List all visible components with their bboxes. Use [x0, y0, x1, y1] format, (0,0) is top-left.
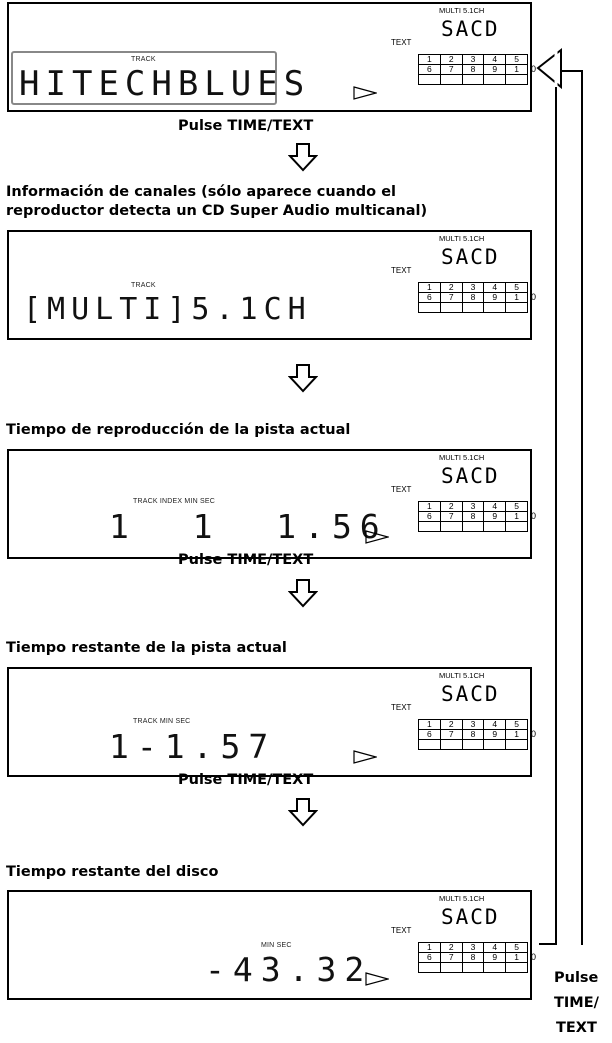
grid-trailing-digit: 0 — [531, 729, 537, 739]
play-icon — [353, 750, 377, 764]
text-indicator: TEXT — [391, 38, 412, 47]
step-heading-disc-remaining: Tiempo restante del disco — [6, 864, 219, 880]
step-heading-track-elapsed: Tiempo de reproducción de la pista actual — [6, 422, 351, 438]
lcd-display-track-name — [7, 2, 537, 112]
sacd-indicator: SACD — [441, 905, 500, 929]
grid-trailing-digit: 0 — [531, 292, 537, 302]
play-icon — [365, 530, 389, 544]
grid-trailing-digit: 0 — [531, 511, 537, 521]
grid-trailing-digit: 0 — [531, 952, 537, 962]
lcd-display-track-remaining — [7, 667, 537, 777]
track-number-grid: 1 2 3 4 5 6 7 8 9 1 — [418, 54, 528, 85]
down-arrow-icon — [288, 363, 318, 393]
pulse-time-text-label: Pulse TIME/TEXT — [178, 118, 314, 134]
text-indicator: TEXT — [391, 926, 412, 935]
remaining-track-time-text: 1-1.57 — [109, 727, 277, 766]
loop-pulse-label-line1: Pulse — [554, 970, 599, 986]
sacd-indicator: SACD — [441, 464, 500, 488]
track-number-grid: 1 2 3 4 5 6 7 8 9 1 — [418, 282, 528, 313]
elapsed-time-text: 1 1 1.56 — [109, 507, 388, 546]
lcd-display-track-elapsed — [7, 449, 537, 559]
lcd-display-channel-info — [7, 230, 537, 340]
time-indicators: MIN SEC — [261, 942, 292, 949]
loop-pulse-label-line3: TEXT — [556, 1020, 597, 1036]
down-arrow-icon — [288, 578, 318, 608]
pulse-time-text-label: Pulse TIME/TEXT — [178, 552, 314, 568]
step-heading-track-remaining: Tiempo restante de la pista actual — [6, 640, 287, 656]
step-heading-channel-info-line2: reproductor detecta un CD Super Audio multicanal) — [6, 203, 428, 219]
grid-trailing-digit: 0 — [531, 64, 537, 74]
step-heading-channel-info-line1: Información de canales (sólo aparece cuando el — [6, 184, 396, 200]
multi-channel-indicator: MULTI 5.1CH — [439, 671, 485, 680]
down-arrow-icon — [288, 142, 318, 172]
sacd-indicator: SACD — [441, 245, 500, 269]
track-number-grid: 1 2 3 4 5 6 7 8 9 1 — [418, 942, 528, 973]
play-icon — [353, 86, 377, 100]
multi-channel-indicator: MULTI 5.1CH — [439, 453, 485, 462]
text-indicator: TEXT — [391, 703, 412, 712]
sacd-indicator: SACD — [441, 682, 500, 706]
remaining-disc-time-text: -43.32 — [205, 950, 373, 989]
multi-channel-indicator: MULTI 5.1CH — [439, 6, 485, 15]
track-indicator: TRACK — [131, 282, 156, 289]
down-arrow-icon — [288, 797, 318, 827]
loop-pulse-label-line2: TIME/ — [554, 995, 599, 1011]
time-indicators: TRACK INDEX MIN SEC — [133, 498, 215, 505]
track-number-grid: 1 2 3 4 5 6 7 8 9 1 — [418, 501, 528, 532]
play-icon — [365, 972, 389, 986]
channel-info-text: [MULTI]5.1CH — [23, 292, 312, 327]
sacd-indicator: SACD — [441, 17, 500, 41]
track-number-grid: 1 2 3 4 5 6 7 8 9 1 — [418, 719, 528, 750]
pulse-time-text-label: Pulse TIME/TEXT — [178, 772, 314, 788]
text-indicator: TEXT — [391, 485, 412, 494]
multi-channel-indicator: MULTI 5.1CH — [439, 234, 485, 243]
track-indicator: TRACK — [131, 56, 156, 63]
lcd-display-disc-remaining — [7, 890, 537, 1000]
track-name-text: HITECHBLUES — [19, 64, 311, 104]
multi-channel-indicator: MULTI 5.1CH — [439, 894, 485, 903]
text-indicator: TEXT — [391, 266, 412, 275]
time-indicators: TRACK MIN SEC — [133, 718, 191, 725]
